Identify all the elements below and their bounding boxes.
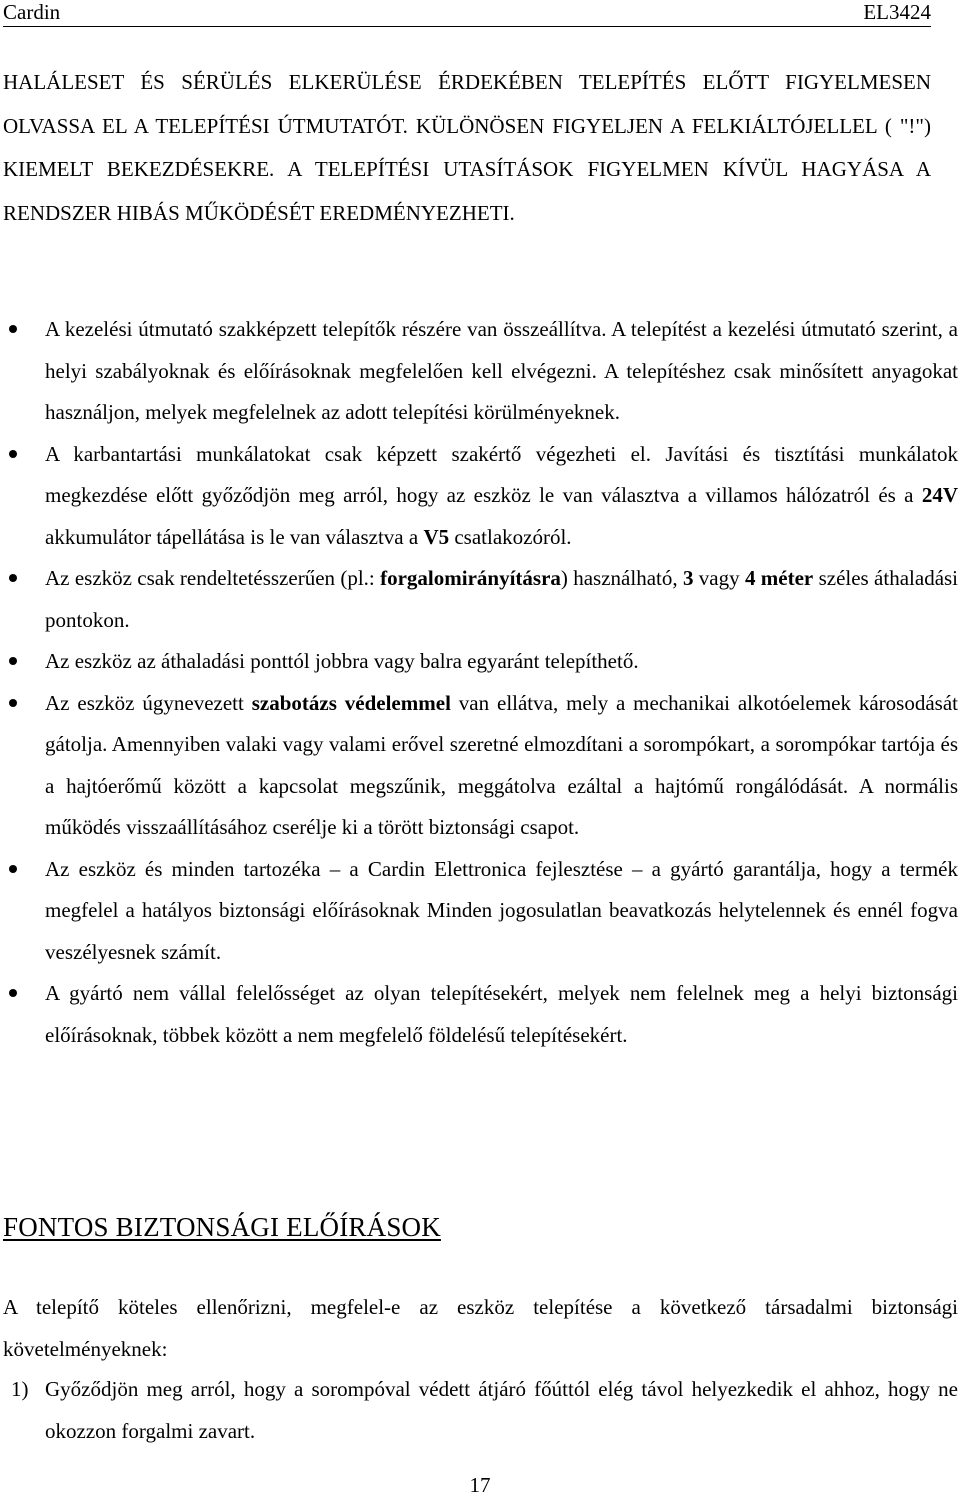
page-header [3, 0, 931, 27]
bold-text: V5 [423, 524, 450, 549]
list-item-text [45, 566, 958, 632]
bold-text: forgalomirányításra [380, 566, 561, 590]
bullet-icon [9, 699, 17, 707]
list-item [3, 558, 958, 641]
list-item [3, 434, 958, 559]
list-item-text: A gyártó nem vállal felelősséget az olyan telepítésekért, melyek nem felelnek meg a helyi biztonsági előírásoknak, többek között a nem megfelelő földelésű telepítésekért. [45, 981, 958, 1047]
section-heading [3, 1212, 441, 1243]
item-number: 1) [11, 1377, 29, 1401]
text-segment: ) használható, [560, 566, 683, 590]
list-item [3, 309, 958, 434]
list-item-text: Az eszköz és minden tartozéka – a Cardin Elettronica fejlesztése – a gyártó garantálja, hogy a termék megfelel a hatályos biztonsági előírásoknak Minden jogosulatlan beavatkozás helytelennek és ennél fogva veszélyesnek számít. [45, 856, 958, 964]
text-segment: A karbantartási munkálatokat csak képzett szakértő végezheti el. Javítási és tisztítási munkálatok megkezdése előtt győződjön meg arról, hogy az eszköz le van választva a villamos hálózatról és a [45, 441, 958, 507]
text-segment: széles áthaladási pontokon. [45, 566, 959, 632]
bullet-icon [9, 657, 17, 665]
header-brand: Cardin [3, 0, 61, 24]
list-item [3, 973, 958, 1056]
section-heading-text: FONTOS BIZTONSÁGI ELŐÍRÁSOK [3, 1212, 441, 1242]
text-segment: csatlakozóról. [449, 524, 572, 549]
list-item-text [45, 442, 958, 549]
bold-text: 4 méter [744, 566, 814, 590]
list-item-text [45, 691, 958, 840]
bullet-icon [9, 325, 17, 333]
bullet-icon [9, 574, 17, 582]
bullet-icon [9, 865, 17, 873]
bullet-icon [9, 989, 17, 997]
numbered-item [3, 1369, 958, 1452]
header-model: EL3424 [863, 0, 931, 24]
list-item [3, 641, 958, 683]
bold-text: szabotázs védelemmel [251, 690, 451, 715]
list-item-text: A kezelési útmutató szakképzett telepítők részére van összeállítva. A telepítést a kezelési útmutató szerint, a helyi szabályoknak és előírásoknak megfelelően kell elvégezni. A telepítéshez csak minősített anyagokat használjon, melyek megfelelnek az adott telepítési körülményeknek. [45, 317, 958, 424]
text-segment: van ellátva, mely a mechanikai alkotóelemek károsodását gátolja. Amennyiben valaki vagy valami erővel szeretné elmozdítani a sorompókart, a sorompókar tartója és a hajtóerőmű között a kapcsolat megszűnik, meggátolva ezáltal a hajtómű rongálódását. A normális működés visszaállításához cserélje ki a törött biztonsági csapot. [45, 690, 959, 839]
text-segment: Az eszköz csak rendeltetésszerűen (pl.: [45, 566, 381, 590]
list-item [3, 849, 958, 974]
bold-text: 24V [921, 483, 958, 507]
text-segment: akkumulátor tápellátása is le van választva a [45, 524, 424, 549]
text-segment: Az eszköz úgynevezett [45, 690, 252, 715]
intro-paragraph: A telepítő köteles ellenőrizni, megfelel-e az eszköz telepítése a következő társadalmi biztonsági követelményeknek: [3, 1295, 958, 1361]
page-number: 17 [469, 1473, 491, 1497]
bold-text: 3 [682, 566, 694, 590]
bullet-list [3, 309, 958, 1056]
list-item [3, 683, 958, 849]
warning-paragraph: HALÁLESET ÉS SÉRÜLÉS ELKERÜLÉSE ÉRDEKÉBEN TELEPÍTÉS ELŐTT FIGYELMESEN OLVASSA EL A TELEPÍTÉSI ÚTMUTATÓT. KÜLÖNÖSEN FIGYELJEN A FELKIÁLTÓJELLEL ( "!") KIEMELT BEKEZDÉSEKRE. A TELEPÍTÉSI UTASÍTÁSOK FIGYELMEN KÍVÜL HAGYÁSA A RENDSZER HIBÁS MŰKÖDÉSÉT EREDMÉNYEZHETI. [3, 70, 931, 225]
bullet-icon [9, 450, 17, 458]
text-segment: vagy [693, 566, 745, 590]
numbered-item-text: Győződjön meg arról, hogy a sorompóval védett átjáró főúttól elég távol helyezkedik el ahhoz, hogy ne okozzon forgalmi zavart. [45, 1377, 958, 1443]
list-item-text: Az eszköz az áthaladási ponttól jobbra vagy balra egyaránt telepíthető. [45, 649, 639, 673]
